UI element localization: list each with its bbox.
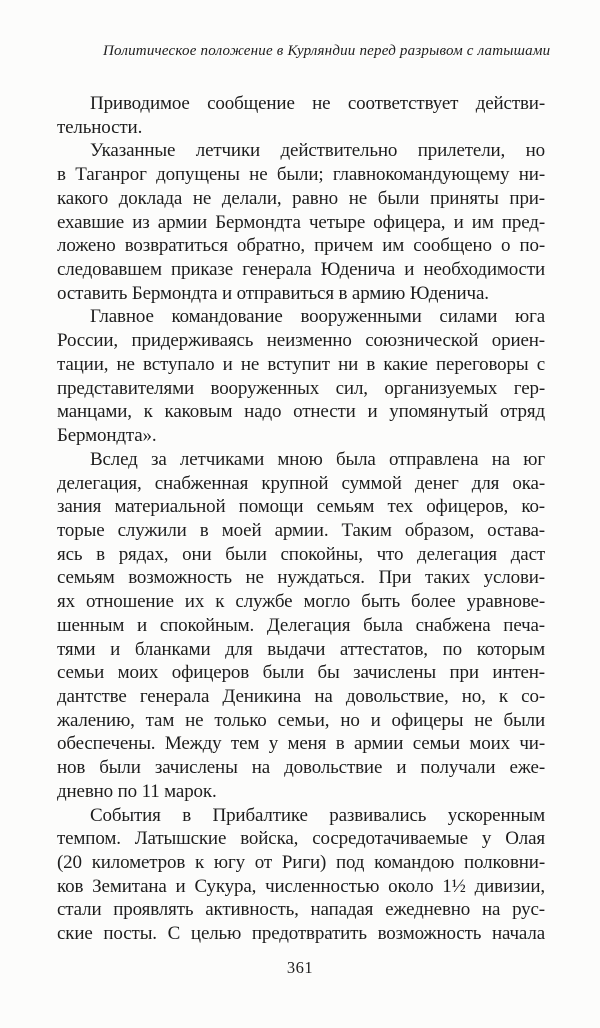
text-line: России, придерживаясь неизменно союзнической ориен- [57,330,545,352]
text-line: в Таганрог допущены не были; главнокомандующему ни- [57,164,545,186]
text-line: жалению, там не только семьи, но и офицеры не были [57,709,545,731]
running-header: Политическое положение в Курляндии перед разрывом с латышами [103,43,551,59]
text-line: шенным и спокойным. Делегация была снабжена печа- [57,614,545,636]
text-line: ехавшие из армии Бермондта четыре офицера, и им пред- [57,211,545,233]
text-line: семьи моих офицеров были бы зачислены при интен- [57,662,545,684]
text-line: делегация, снабженная крупной суммой денег для ока- [57,472,545,494]
text-line: представителями вооруженных сил, организуемых гер- [57,377,545,399]
text-line: (20 километров к югу от Риги) под командою полковни- [57,852,545,873]
text-line: следовавшем приказе генерала Юденича и необходимости [57,259,545,281]
text-line: торые служили в моей армии. Таким образом, остава- [57,519,545,541]
text-line: ях отношение их к службе могло быть более уравнове- [57,591,545,613]
text-line: Приводимое сообщение не соответствует действи- [90,93,545,114]
text-line: нов были зачислены на довольствие и получали еже- [57,757,545,779]
text-line: темпом. Латышские войска, сосредотачиваемые у Олая [57,828,545,850]
text-line: стали проявлять активность, нападая ежедневно на рус- [57,899,545,921]
text-line: тями и бланками для выдачи аттестатов, по которым [57,638,545,660]
page-number: 361 [286,958,314,977]
text-line: зания материальной помощи семьям тех офицеров, ко- [57,496,545,518]
text-line: ложено возвратиться обратно, причем им сообщено о по- [57,235,545,257]
text-line: ясь в рядах, они были спокойны, что делегация даст [57,543,545,565]
text-line: События в Прибалтике развивались ускоренным [90,804,545,826]
text-line: семьям возможность не нуждаться. При таких услови- [57,567,545,589]
text-line: дневно по 11 марок. [57,780,217,802]
text-line: Главное командование вооруженными силами юга [90,306,545,328]
text-line: ские посты. С целью предотвратить возможность начала [57,923,545,945]
text-line: манцами, к каковым надо отнести и упомянутый отряд [57,401,545,423]
text-line: какого доклада не делали, равно не были приняты при- [57,187,545,209]
text-line: тельности. [57,116,143,138]
text-line: оставить Бермондта и отправиться в армию Юденича. [57,282,489,304]
text-line: Бермондта». [57,425,157,447]
text-line: ков Земитана и Сукура, численностью около 1½ дивизии, [57,875,545,897]
text-line: Указанные летчики действительно прилетели, но [90,140,545,162]
page-text [57,92,545,946]
text-line: обеспечены. Между тем у меня в армии семьи моих чи- [57,733,545,755]
text-line: дантстве генерала Деникина на довольствие, но, к со- [57,685,545,707]
text-line: тации, не вступало и не вступит ни в какие переговоры с [57,353,545,375]
text-line: Вслед за летчиками мною была отправлена на юг [90,448,545,470]
